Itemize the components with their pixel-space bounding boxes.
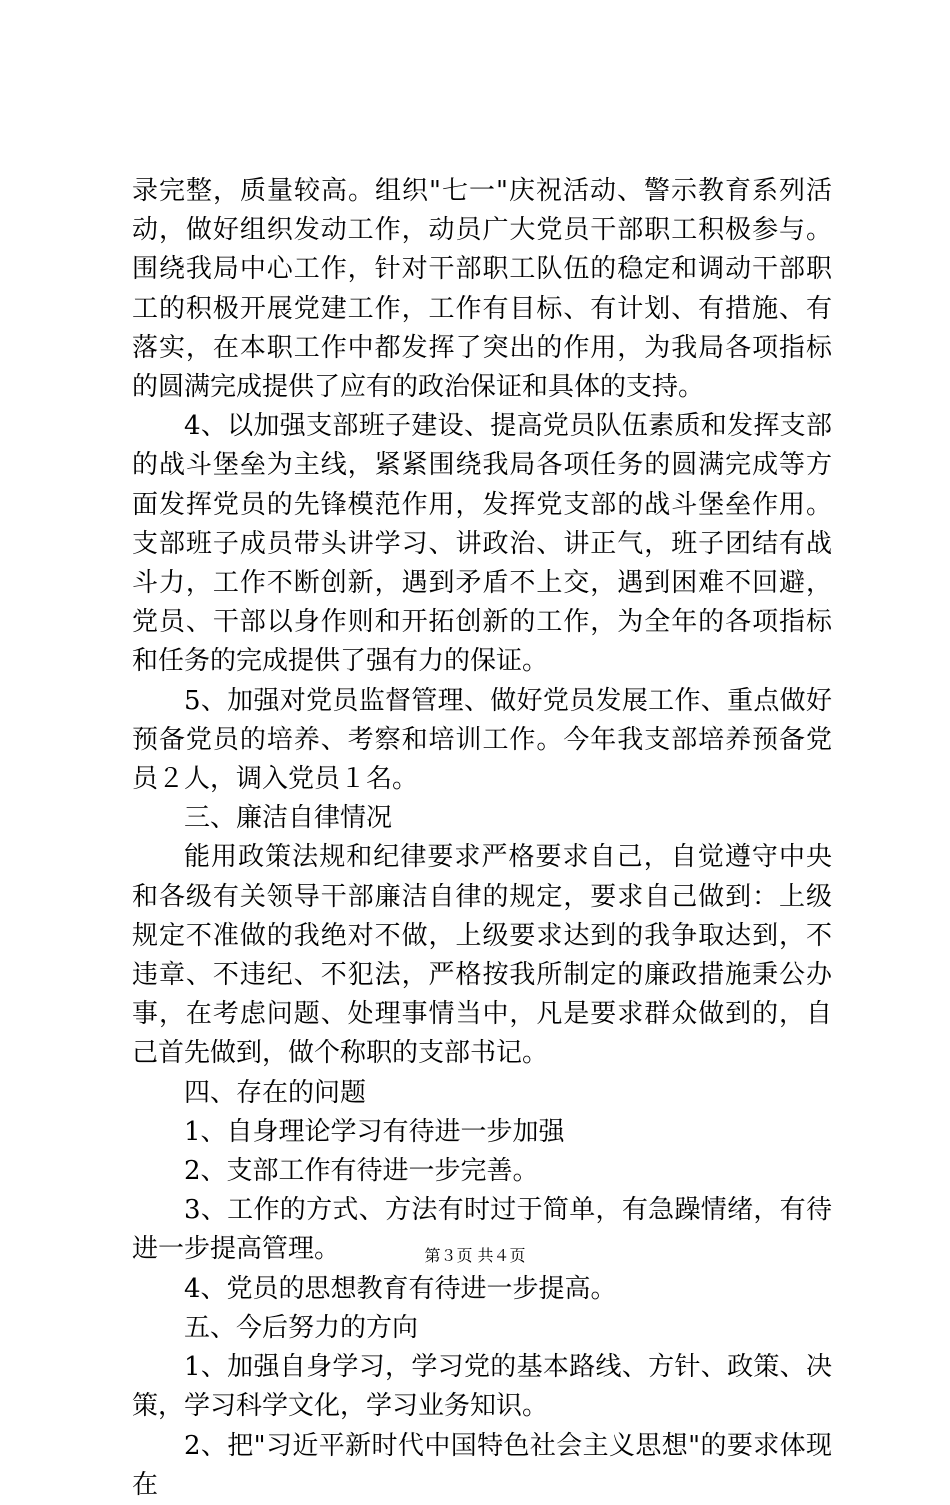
list-item: 1、加强自身学习，学习党的基本路线、方针、政策、决策，学习科学文化，学习业务知识。: [132, 1352, 832, 1422]
page-footer: [0, 1245, 950, 1267]
list-item: 2、把"习近平新时代中国特色社会主义思想"的要求体现在: [132, 1430, 832, 1500]
paragraph: 录完整，质量较高。组织"七一"庆祝活动、警示教育系列活动，做好组织发动工作，动员广大党员干部职工积极参与。围绕我局中心工作，针对干部职工队伍的稳定和调动干部职工的积极开展党建工作，工作有目标、有计划、有措施、有落实，在本职工作中都发挥了突出的作用，为我局各项指标的圆满完成提供了应有的政治保证和具体的支持。: [132, 176, 832, 403]
paragraph: 能用政策法规和纪律要求严格要求自己，自觉遵守中央和各级有关领导干部廉洁自律的规定，要求自己做到：上级规定不准做的我绝对不做，上级要求达到的我争取达到，不违章、不违纪、不犯法，严格按我所制定的廉政措施秉公办事，在考虑问题、处理事情当中，凡是要求群众做到的，自己首先做到，做个称职的支部书记。: [132, 842, 832, 1069]
list-item: 2、支部工作有待进一步完善。: [184, 1156, 539, 1187]
list-item: 4、党员的思想教育有待进一步提高。: [184, 1273, 617, 1304]
paragraph: 4、以加强支部班子建设、提高党员队伍素质和发挥支部的战斗堡垒为主线，紧紧围绕我局各项任务的圆满完成等方面发挥党员的先锋模范作用，发挥党支部的战斗堡垒作用。支部班子成员带头讲学习、讲政治、讲正气，班子团结有战斗力，工作不断创新，遇到矛盾不上交，遇到困难不回避，党员、干部以身作则和开拓创新的工作，为全年的各项指标和任务的完成提供了强有力的保证。: [132, 411, 832, 677]
list-item: 3、工作的方式、方法有时过于简单，有急躁情绪，有待进一步提高管理。: [132, 1195, 832, 1265]
section-heading: 五、今后努力的方向: [184, 1312, 419, 1343]
section-heading: 三、廉洁自律情况: [184, 803, 393, 834]
list-item: 1、自身理论学习有待进一步加强: [184, 1116, 565, 1147]
document-body: [132, 172, 832, 1505]
section-heading: 四、存在的问题: [184, 1077, 367, 1108]
paragraph: 5、加强对党员监督管理、做好党员发展工作、重点做好预备党员的培养、考察和培训工作。今年我支部培养预备党员２人，调入党员１名。: [132, 685, 832, 795]
page-number-label: 第３页 共４页: [424, 1246, 526, 1265]
